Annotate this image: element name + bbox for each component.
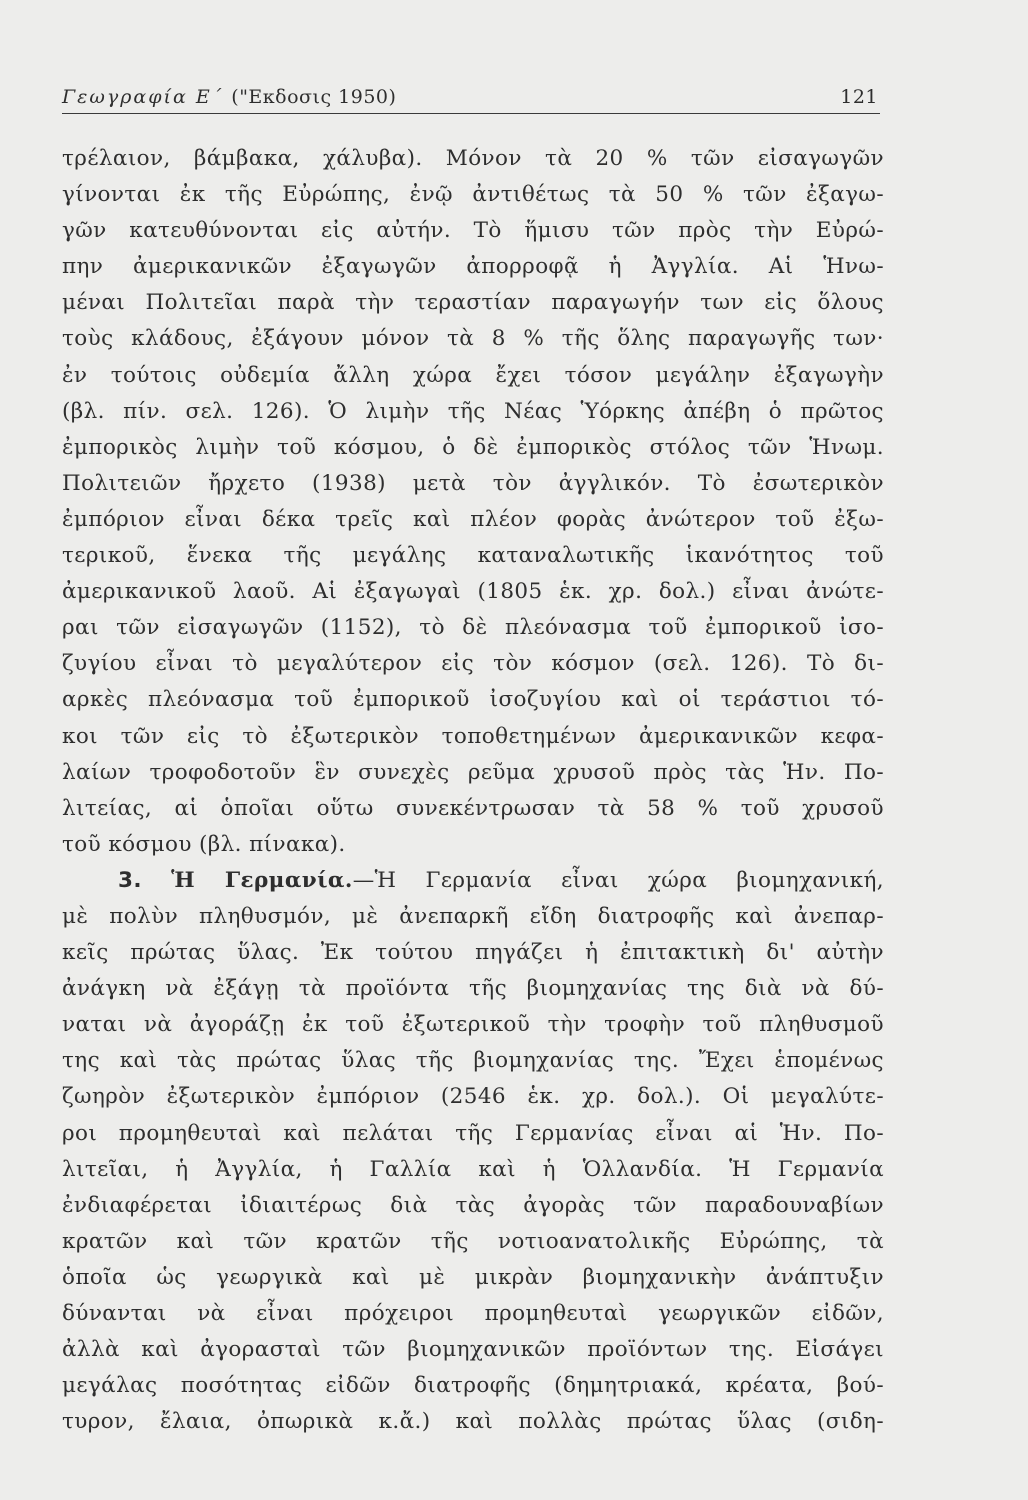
paragraph-germany (62, 863, 884, 1441)
text-line: λαίων τροφοδοτοῦν ἓν συνεχὲς ρεῦμα χρυσοῦ πρὸς τὰς Ἡν. Πο- (62, 759, 884, 785)
book-title: Γεωγραφία Ε΄ (62, 86, 224, 108)
text-line: ἀνάγκη νὰ ἐξάγῃ τὰ προϊόντα τῆς βιομηχανίας της διὰ νὰ δύ- (62, 976, 884, 1002)
section-number: 3. (118, 867, 142, 893)
text-line: ζωηρὸν ἐξωτερικὸν ἐμπόριον (2546 ἑκ. χρ. δολ.). Οἱ μεγαλύτε- (62, 1084, 884, 1110)
text-line: ραι τῶν εἰσαγωγῶν (1152), τὸ δὲ πλεόνασμα τοῦ ἐμπορικοῦ ἰσο- (62, 615, 884, 641)
book-title-line (62, 86, 396, 108)
text-line: ἀλλὰ καὶ ἀγορασταὶ τῶν βιομηχανικῶν προϊόντων της. Εἰσάγει (62, 1337, 884, 1363)
section-heading-line (62, 863, 884, 899)
text-line: μέναι Πολιτεῖαι παρὰ τὴν τεραστίαν παραγωγήν των εἰς ὅλους (62, 290, 884, 316)
text-line: μὲ πολὺν πληθυσμόν, μὲ ἀνεπαρκῆ εἴδη διατροφῆς καὶ ἀνεπαρ- (62, 903, 884, 929)
text-line: ἀμερικανικοῦ λαοῦ. Αἱ ἐξαγωγαὶ (1805 ἑκ. χρ. δολ.) εἶναι ἀνώτε- (62, 579, 884, 605)
text-line: λιτείας, αἱ ὁποῖαι οὕτω συνεκέντρωσαν τὰ 58 % τοῦ χρυσοῦ (62, 795, 884, 821)
text-line: ζυγίου εἶναι τὸ μεγαλύτερον εἰς τὸν κόσμον (σελ. 126). Τὸ δι- (62, 651, 884, 677)
text-line: δύνανται νὰ εἶναι πρόχειροι προμηθευταὶ γεωργικῶν εἰδῶν, (62, 1301, 884, 1326)
body-text (62, 141, 884, 1440)
text-line: κρατῶν καὶ τῶν κρατῶν τῆς νοτιοανατολικῆς Εὐρώπης, τὰ (62, 1228, 884, 1254)
text-line: αρκὲς πλεόνασμα τοῦ ἐμπορικοῦ ἰσοζυγίου καὶ οἱ τεράστιοι τό- (62, 687, 884, 713)
text-line: κεῖς πρώτας ὕλας. Ἐκ τούτου πηγάζει ἡ ἐπιτακτικὴ δι' αὐτὴν (62, 940, 884, 966)
text-line: τοὺς κλάδους, ἐξάγουν μόνον τὰ 8 % τῆς ὅλης παραγωγῆς των· (62, 326, 884, 352)
text-line: τυρον, ἔλαια, ὀπωρικὰ κ.ἄ.) καὶ πολλὰς πρώτας ὕλας (σιδη- (62, 1409, 884, 1435)
text-line: ἐμπόριον εἶναι δέκα τρεῖς καὶ πλέον φορὰς ἀνώτερον τοῦ ἐξω- (62, 506, 884, 532)
text-line: μεγάλας ποσότητας εἰδῶν διατροφῆς (δημητριακά, κρέατα, βού- (62, 1373, 884, 1399)
text-line: τρέλαιον, βάμβακα, χάλυβα). Μόνον τὰ 20 % τῶν εἰσαγωγῶν (62, 146, 884, 171)
text-line: ἐν τούτοις οὐδεμία ἄλλη χώρα ἔχει τόσον μεγάλην ἐξαγωγὴν (62, 362, 884, 388)
running-head (62, 72, 880, 112)
text-line: τοῦ κόσμου (βλ. πίνακα). (62, 831, 346, 857)
edition-note: ("Εκδοσις 1950) (231, 86, 397, 108)
text-line: τερικοῦ, ἕνεκα τῆς μεγάλης καταναλωτικῆς ἱκανότητος τοῦ (62, 543, 884, 569)
text-line: (βλ. πίν. σελ. 126). Ὁ λιμὴν τῆς Νέας Ὑόρκης ἀπέβη ὁ πρῶτος (62, 398, 884, 424)
text-line: ροι προμηθευταὶ καὶ πελάται τῆς Γερμανίας εἶναι αἱ Ἡν. Πο- (62, 1120, 884, 1146)
section-title: Ἡ Γερμανία. (171, 867, 353, 893)
paragraph-usa-trade (62, 141, 884, 863)
text-line: γίνονται ἐκ τῆς Εὐρώπης, ἐνῷ ἀντιθέτως τὰ 50 % τῶν ἐξαγω- (62, 182, 884, 208)
text-line: κοι τῶν εἰς τὸ ἐξωτερικὸν τοποθετημένων ἀμερικανικῶν κεφα- (62, 723, 884, 749)
text-line: της καὶ τὰς πρώτας ὕλας τῆς βιομηχανίας της. Ἔχει ἑπομένως (62, 1048, 884, 1074)
text-line: ὁποῖα ὡς γεωργικὰ καὶ μὲ μικρὰν βιομηχανικὴν ἀνάπτυξιν (62, 1264, 884, 1290)
text-line: ἐμπορικὸς λιμὴν τοῦ κόσμου, ὁ δὲ ἐμπορικὸς στόλος τῶν Ἡνωμ. (62, 434, 884, 460)
text-line: πην ἀμερικανικῶν ἐξαγωγῶν ἀπορροφᾷ ἡ Ἀγγλία. Αἱ Ἡνω- (62, 254, 884, 280)
header-rule (62, 113, 880, 114)
text-line: ἐνδιαφέρεται ἰδιαιτέρως διὰ τὰς ἀγορὰς τῶν παραδουναβίων (62, 1192, 884, 1218)
text-line: γῶν κατευθύνονται εἰς αὐτήν. Τὸ ἥμισυ τῶν πρὸς τὴν Εὐρώ- (62, 218, 884, 244)
text-line: λιτεῖαι, ἡ Ἀγγλία, ἡ Γαλλία καὶ ἡ Ὁλλανδία. Ἡ Γερμανία (62, 1156, 884, 1182)
text-line: ναται νὰ ἀγοράζῃ ἐκ τοῦ ἐξωτερικοῦ τὴν τροφὴν τοῦ πληθυσμοῦ (62, 1012, 884, 1038)
section-first-line: —Ἡ Γερμανία εἶναι χώρα βιομηχανική, (352, 867, 884, 893)
page-number: 121 (840, 86, 878, 108)
text-line: Πολιτειῶν ἤρχετο (1938) μετὰ τὸν ἀγγλικόν. Τὸ ἐσωτερικὸν (62, 470, 884, 496)
